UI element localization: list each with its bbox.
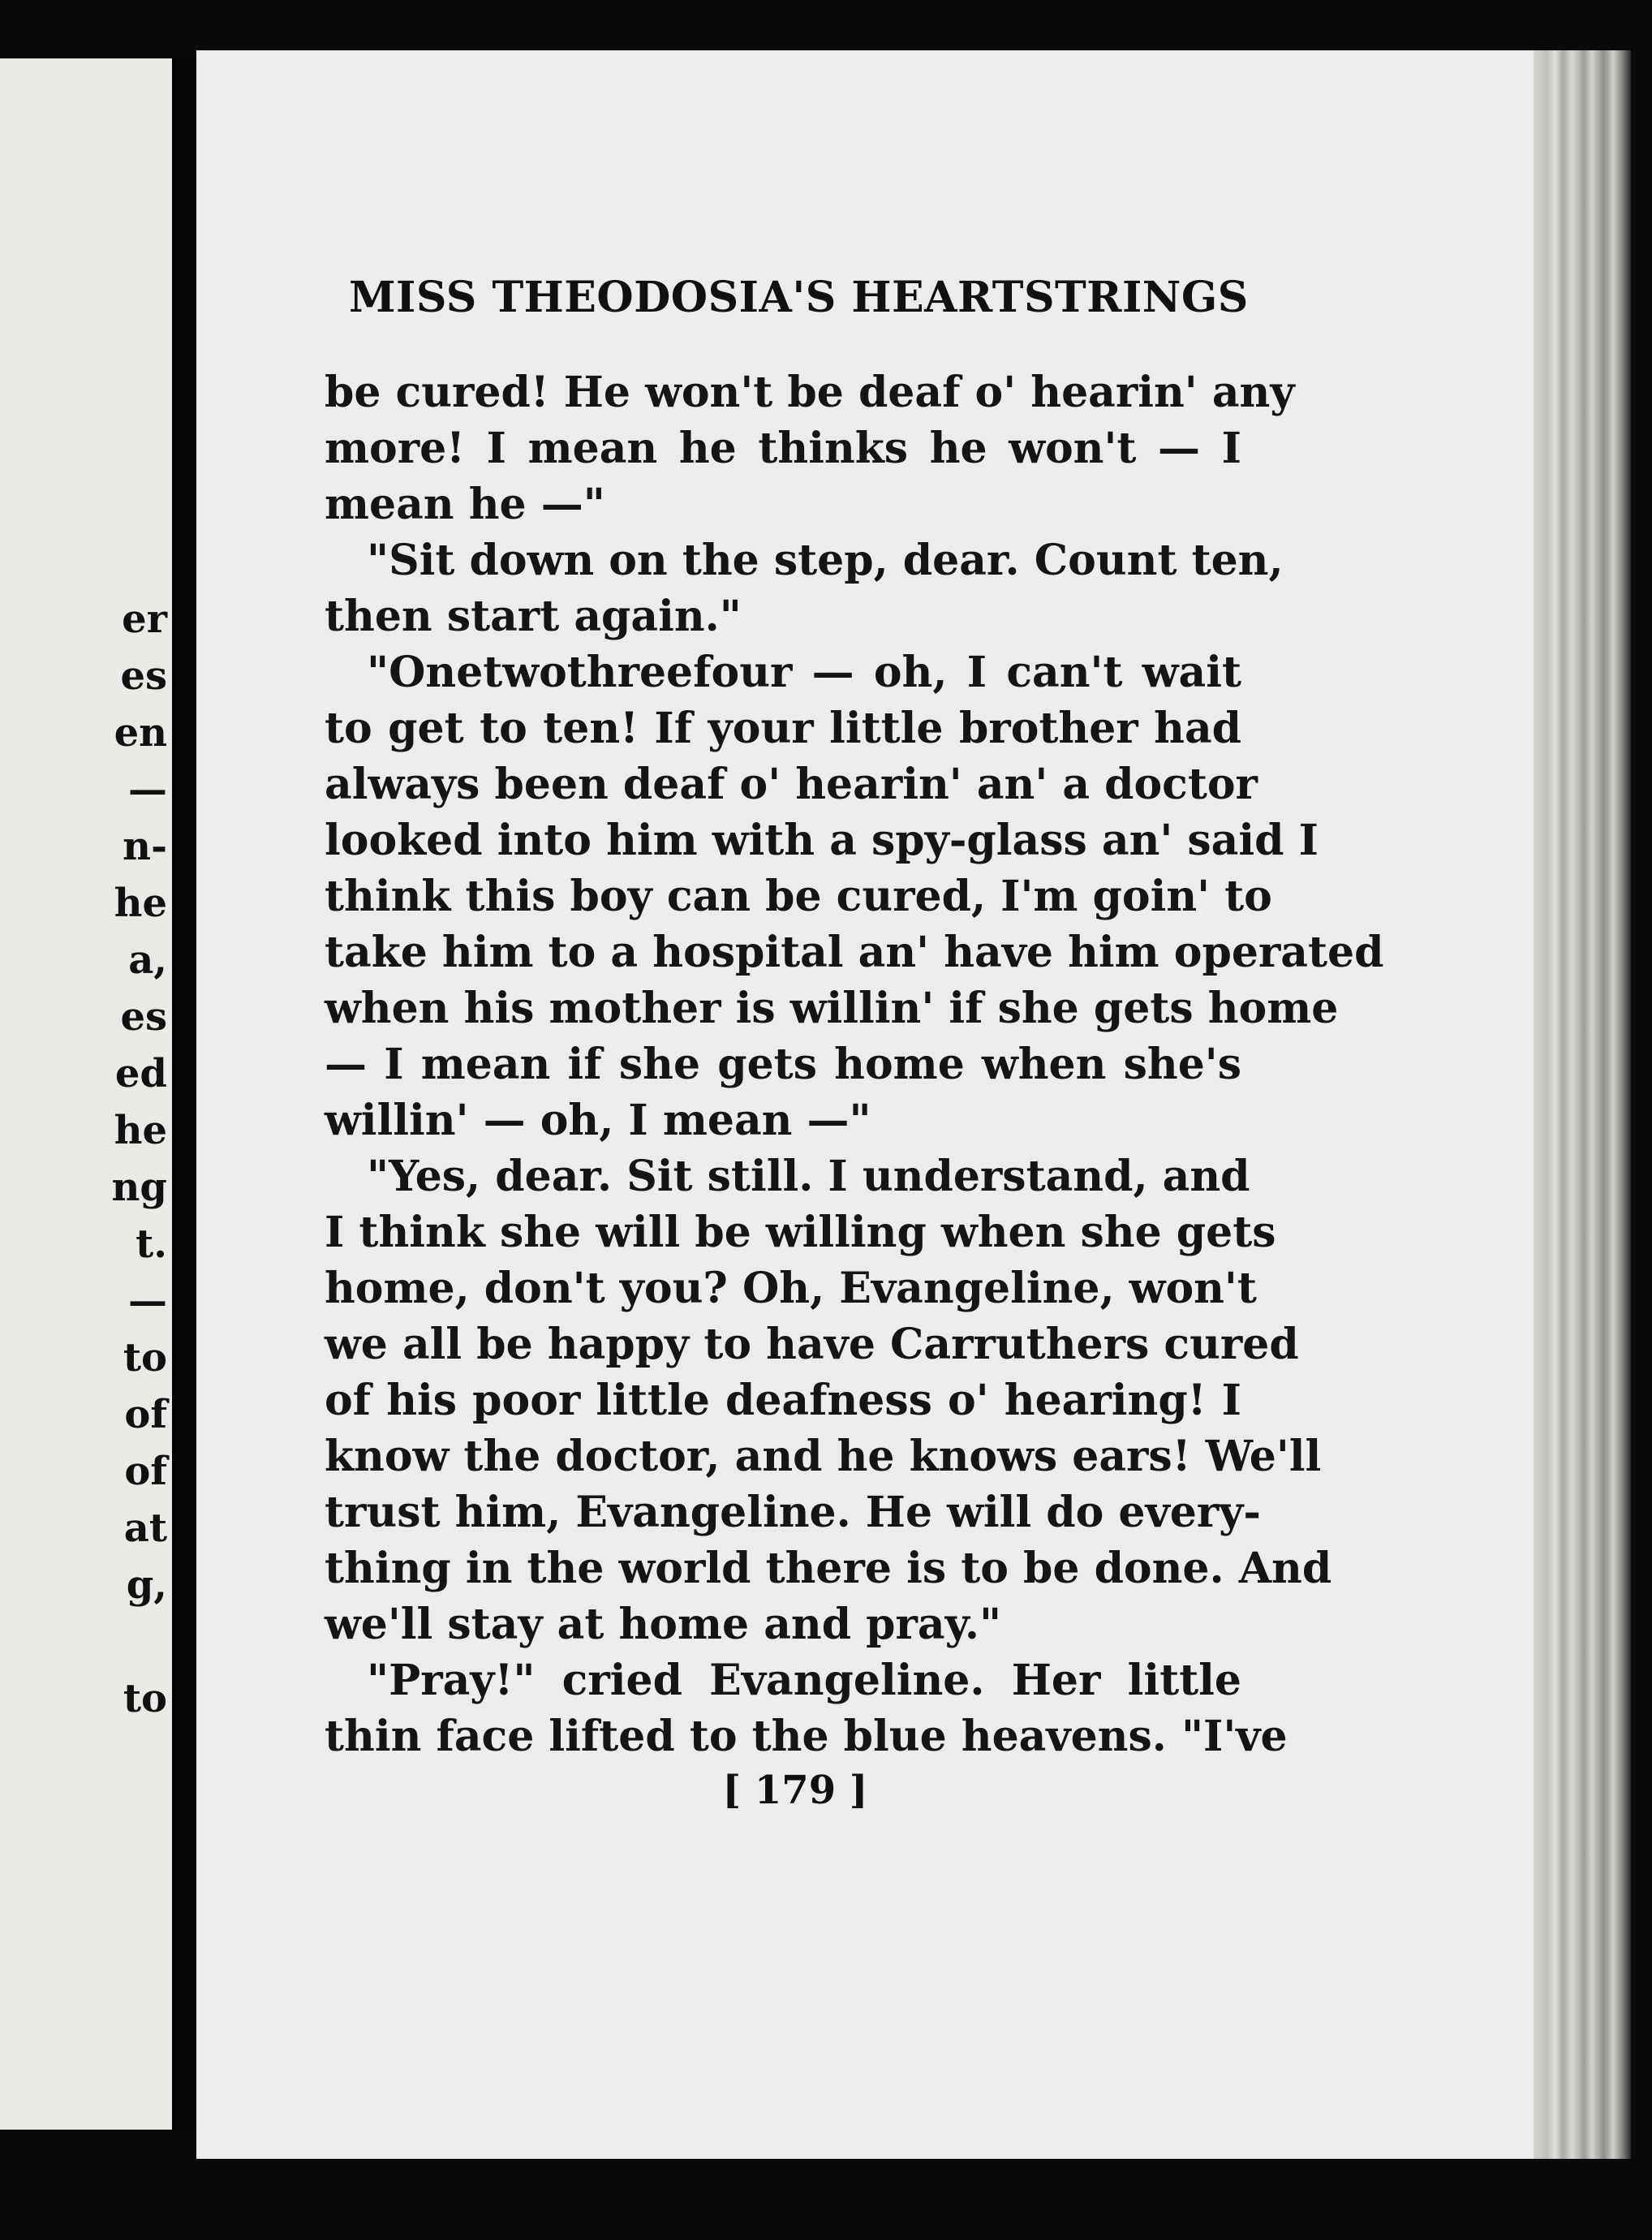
text-line: — I mean if she gets home when she's	[325, 1040, 1241, 1089]
text-line: when his mother is willin' if she gets home	[325, 984, 1339, 1033]
previous-page-fragment: er	[122, 597, 167, 642]
previous-page-fragment: —	[128, 1278, 167, 1324]
previous-page-fragment: at	[123, 1506, 167, 1551]
previous-page-fragment: en	[114, 710, 167, 756]
text-line: trust him, Evangeline. He will do every-	[325, 1488, 1261, 1537]
text-line: know the doctor, and he knows ears! We'll	[325, 1432, 1322, 1481]
previous-page-fragment: of	[124, 1449, 167, 1494]
text-line: mean he —"	[325, 480, 605, 529]
previous-page-fragment: of	[124, 1392, 167, 1437]
text-line: of his poor little deafness o' hearing! I	[325, 1376, 1241, 1425]
text-line: we'll stay at home and pray."	[325, 1600, 1002, 1649]
text-line: home, don't you? Oh, Evangeline, won't	[325, 1264, 1257, 1313]
text-line: always been deaf o' hearin' an' a doctor	[325, 760, 1258, 809]
previous-page-fragment: ng	[111, 1165, 167, 1210]
previous-page-fragment: t.	[136, 1221, 167, 1267]
book-gutter	[172, 58, 196, 2130]
previous-page-fragment: to	[123, 1676, 167, 1721]
text-line: then start again."	[325, 592, 742, 641]
previous-page-fragment: es	[120, 994, 167, 1040]
text-line: more! I mean he thinks he won't — I	[325, 424, 1241, 473]
previous-page-fragment: —	[128, 767, 167, 812]
previous-page-fragment: n-	[123, 824, 167, 869]
previous-page-fragment: to	[123, 1335, 167, 1381]
previous-page-fragment: he	[114, 881, 167, 926]
previous-page-edge	[0, 58, 172, 2130]
text-line: thin face lifted to the blue heavens. "I've	[325, 1712, 1288, 1761]
text-line: to get to ten! If your little brother had	[325, 704, 1241, 753]
page-edges-stack	[1534, 50, 1631, 2159]
text-line: thing in the world there is to be done. And	[325, 1544, 1332, 1593]
text-line: I think she will be willing when she gets	[325, 1208, 1276, 1257]
text-line: think this boy can be cured, I'm goin' to	[325, 872, 1272, 921]
text-line: be cured! He won't be deaf o' hearin' any	[325, 368, 1295, 417]
text-line: "Pray!" cried Evangeline. Her little	[367, 1656, 1241, 1705]
text-line: "Yes, dear. Sit still. I understand, and	[367, 1152, 1250, 1201]
running-header: MISS THEODOSIA'S HEARTSTRINGS	[349, 273, 1249, 322]
text-line: "Onetwothreefour — oh, I can't wait	[367, 648, 1241, 697]
text-line: take him to a hospital an' have him operated	[325, 928, 1384, 977]
text-line: willin' — oh, I mean —"	[325, 1096, 871, 1145]
previous-page-fragment: he	[114, 1108, 167, 1153]
text-line: "Sit down on the step, dear. Count ten,	[367, 536, 1284, 585]
text-line: looked into him with a spy-glass an' said I	[325, 816, 1319, 865]
text-line: we all be happy to have Carruthers cured	[325, 1320, 1299, 1369]
previous-page-fragment: es	[120, 653, 167, 699]
page-number: [ 179 ]	[722, 1768, 868, 1813]
previous-page-fragment: a,	[128, 937, 167, 983]
previous-page-fragment: g,	[126, 1562, 167, 1608]
previous-page-fragment: ed	[114, 1051, 167, 1096]
